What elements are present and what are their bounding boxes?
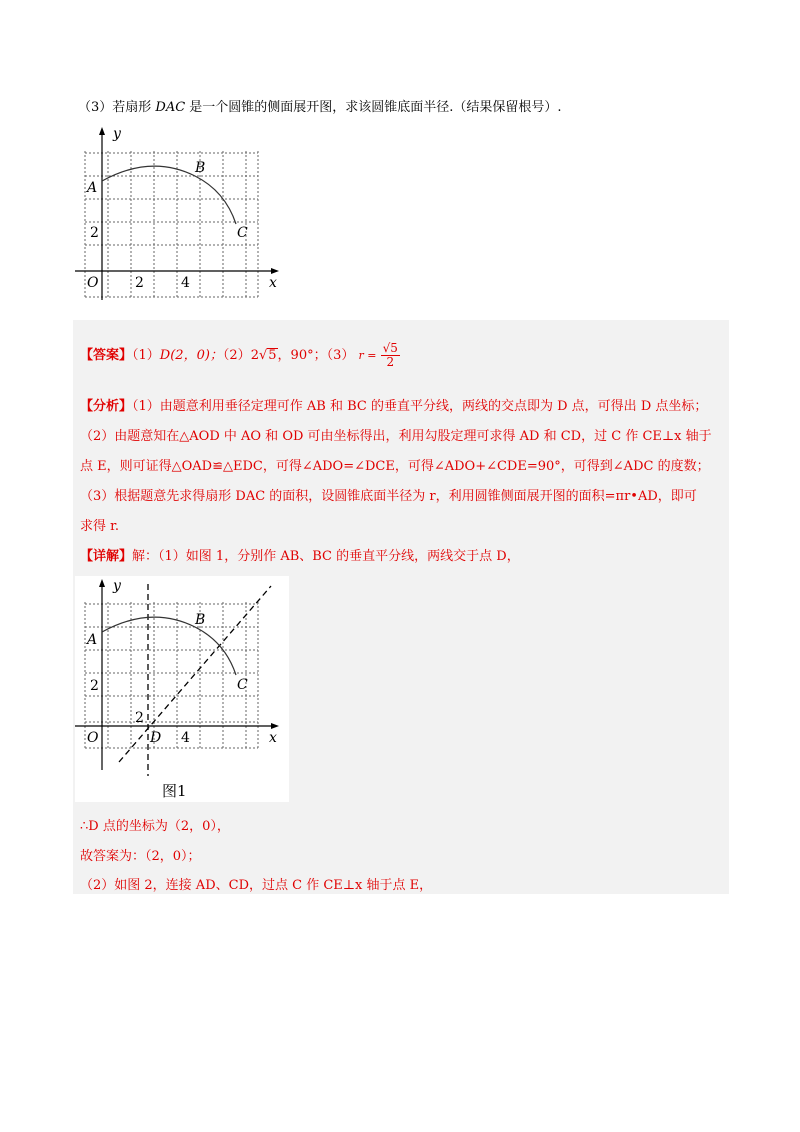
detail-line-3: 故答案为：（2，0）； bbox=[80, 849, 201, 864]
coordinate-graph-1 bbox=[75, 124, 285, 300]
x-label: x bbox=[269, 730, 277, 746]
analysis-line-5: 求得 r. bbox=[80, 519, 120, 534]
y-axis-arrow-icon bbox=[99, 579, 105, 587]
point-c-label: C bbox=[237, 225, 248, 241]
grid bbox=[85, 151, 258, 297]
tick-x-2: 2 bbox=[135, 275, 144, 291]
x-axis-arrow-icon bbox=[271, 723, 279, 729]
point-a-label: A bbox=[87, 632, 98, 648]
tick-x-4: 4 bbox=[181, 275, 190, 291]
figure-1-caption: 图1 bbox=[162, 782, 187, 800]
point-a-label: A bbox=[87, 180, 98, 196]
coordinate-graph-2 bbox=[75, 576, 289, 802]
analysis-line-2: （2）由题意知在△AOD 中 AO 和 OD 可由坐标得出，利用勾股定理可求得 AD 和 CD，过 C 作 CE⊥x 轴于 bbox=[80, 429, 712, 444]
origin-label: O bbox=[87, 275, 99, 291]
analysis-line-1: 【分析】（1）由题意利用垂径定理可作 AB 和 BC 的垂直平分线，两线的交点即为 D 点，可得出 D 点坐标； bbox=[80, 399, 708, 414]
detail-line-1: 【详解】解：（1）如图 1，分别作 AB、BC 的垂直平分线，两线交于点 D， bbox=[80, 549, 520, 564]
tick-y-2: 2 bbox=[90, 225, 99, 241]
arc bbox=[102, 166, 236, 224]
question-3-text: （3）若扇形 DAC 是一个圆锥的侧面展开图，求该圆锥底面半径.（结果保留根号）. bbox=[78, 100, 562, 115]
sqrt-icon: √ bbox=[258, 348, 268, 363]
tick-y-2: 2 bbox=[90, 678, 99, 694]
detail-line-4: （2）如图 2，连接 AD、CD，过点 C 作 CE⊥x 轴于点 E， bbox=[80, 878, 433, 893]
origin-label: O bbox=[87, 730, 99, 746]
x-label: x bbox=[269, 275, 277, 291]
arc bbox=[102, 617, 236, 675]
point-d-label: D bbox=[150, 730, 162, 746]
analysis-line-3: 点 E，则可证得△OAD≌△EDC，可得∠ADO=∠DCE，可得∠ADO+∠CDE=90°，可得到∠ADC 的度数； bbox=[80, 459, 710, 474]
figure-1 bbox=[75, 576, 289, 802]
point-b-label: B bbox=[195, 160, 206, 176]
tick-x-2: 2 bbox=[135, 710, 144, 726]
x-axis-arrow-icon bbox=[271, 268, 279, 274]
point-b-label: B bbox=[195, 612, 206, 628]
analysis-line-4: （3）根据题意先求得扇形 DAC 的面积，设圆锥底面半径为 r，利用圆锥侧面展开图的面积=πr•AD，即可 bbox=[80, 489, 697, 504]
y-label: y bbox=[113, 578, 121, 594]
answer-line: 【答案】（1）D(2，0)；（2）2√5，90°；（3） r = $\frac{√5}{2}$ bbox=[80, 341, 398, 369]
y-axis-arrow-icon bbox=[99, 127, 105, 135]
tick-x-4: 4 bbox=[181, 730, 190, 746]
point-c-label: C bbox=[237, 677, 248, 693]
y-label: y bbox=[113, 126, 121, 142]
detail-line-2: ∴D 点的坐标为（2，0）， bbox=[80, 819, 230, 834]
fraction-r: $\frac{√5}{2}$ bbox=[382, 341, 398, 369]
